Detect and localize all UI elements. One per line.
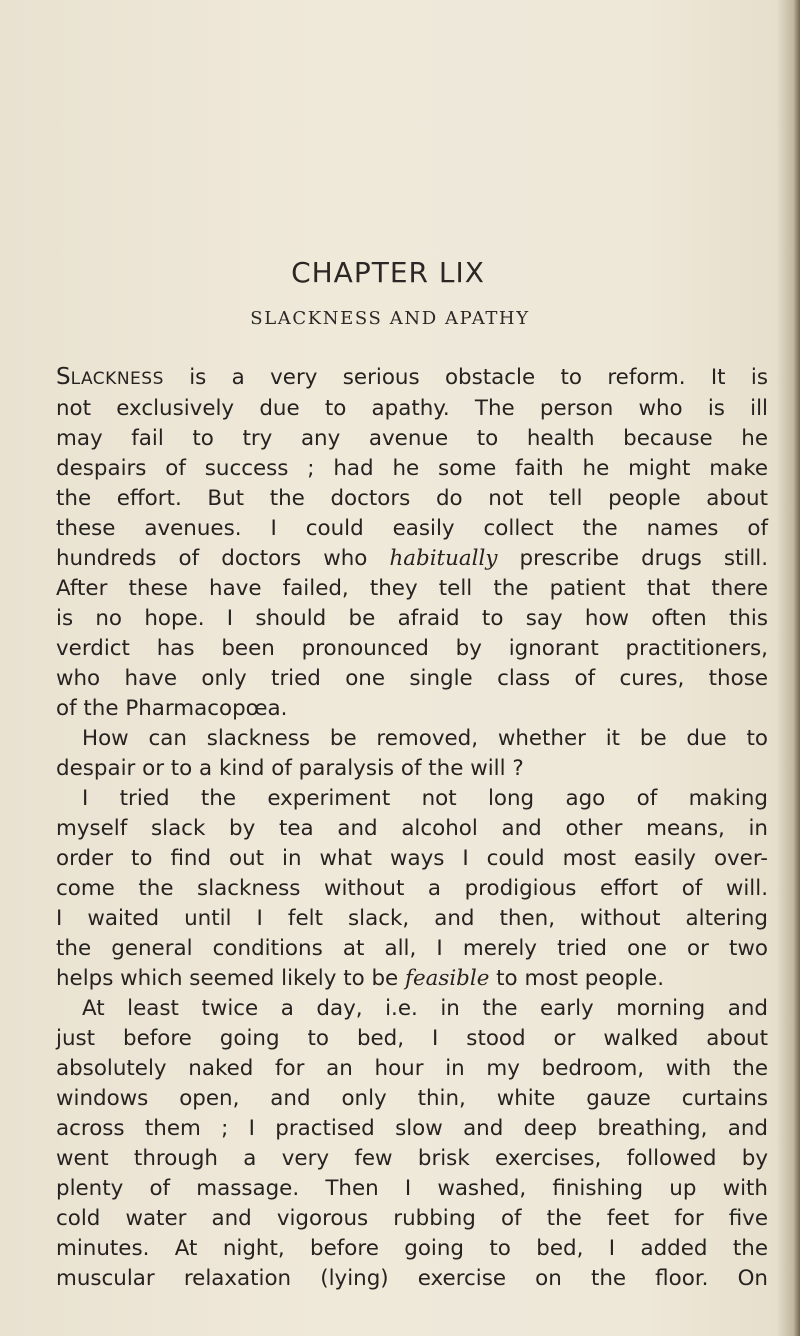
text-line: may fail to try any avenue to health because he: [56, 426, 768, 451]
text-line: myself slack by tea and alcohol and other means, in: [56, 816, 768, 841]
text-line: come the slackness without a prodigious effort of will.: [56, 876, 768, 901]
chapter-title: CHAPTER LIX: [291, 256, 485, 289]
paragraph: [56, 994, 768, 1294]
text-line: SLACKNESS is a very serious obstacle to reform. It is: [56, 364, 768, 390]
text-line: not exclusively due to apathy. The person who is ill: [56, 396, 768, 421]
text-line: of the Pharmacopœa.: [56, 696, 288, 721]
text-line: is no hope. I should be afraid to say how often this: [56, 606, 768, 631]
text-line: just before going to bed, I stood or walked about: [56, 1026, 768, 1051]
text-line: minutes. At night, before going to bed, I added the: [56, 1236, 768, 1261]
text-line: cold water and vigorous rubbing of the feet for five: [56, 1206, 768, 1231]
text-line: After these have failed, they tell the patient that there: [56, 576, 768, 601]
text-line: these avenues. I could easily collect the names of: [56, 516, 768, 541]
text-line: muscular relaxation (lying) exercise on the floor. On: [56, 1266, 768, 1291]
chapter-subtitle: SLACKNESS AND APATHY: [250, 308, 530, 329]
text-line: windows open, and only thin, white gauze curtains: [56, 1086, 768, 1111]
italic-word: feasible: [405, 966, 490, 991]
text-line: who have only tried one single class of cures, those: [56, 666, 768, 691]
text-line: despairs of success ; had he some faith he might make: [56, 456, 768, 481]
page-edge-shadow: [794, 0, 800, 1336]
text-line: I tried the experiment not long ago of making: [82, 786, 768, 811]
smallcaps-word: LACKNESS: [70, 369, 164, 389]
text-line: I waited until I felt slack, and then, without altering: [56, 906, 768, 931]
text-line: the general conditions at all, I merely tried one or two: [56, 936, 768, 961]
text-line: helps which seemed likely to be feasible to most people.: [56, 966, 665, 991]
text-line: At least twice a day, i.e. in the early morning and: [82, 996, 768, 1021]
text-line: the effort. But the doctors do not tell people about: [56, 486, 768, 511]
text-line: How can slackness be removed, whether it be due to: [82, 726, 768, 751]
drop-initial: S: [56, 364, 71, 390]
text-line: absolutely naked for an hour in my bedroom, with the: [56, 1056, 768, 1081]
text-line: verdict has been pronounced by ignorant practitioners,: [56, 636, 768, 661]
chapter-body: [56, 362, 768, 1294]
text-line: order to find out in what ways I could most easily over-: [56, 846, 768, 871]
text-line: plenty of massage. Then I washed, finishing up with: [56, 1176, 768, 1201]
paragraph: [56, 784, 768, 994]
text-line: hundreds of doctors who habitually prescribe drugs still.: [56, 546, 769, 571]
text-line: across them ; I practised slow and deep breathing, and: [56, 1116, 768, 1141]
text-line: went through a very few brisk exercises, followed by: [56, 1146, 768, 1171]
text-line: despair or to a kind of paralysis of the will ?: [56, 756, 524, 781]
paragraph: [56, 362, 768, 724]
italic-word: habitually: [389, 546, 498, 571]
paragraph: [56, 724, 768, 784]
